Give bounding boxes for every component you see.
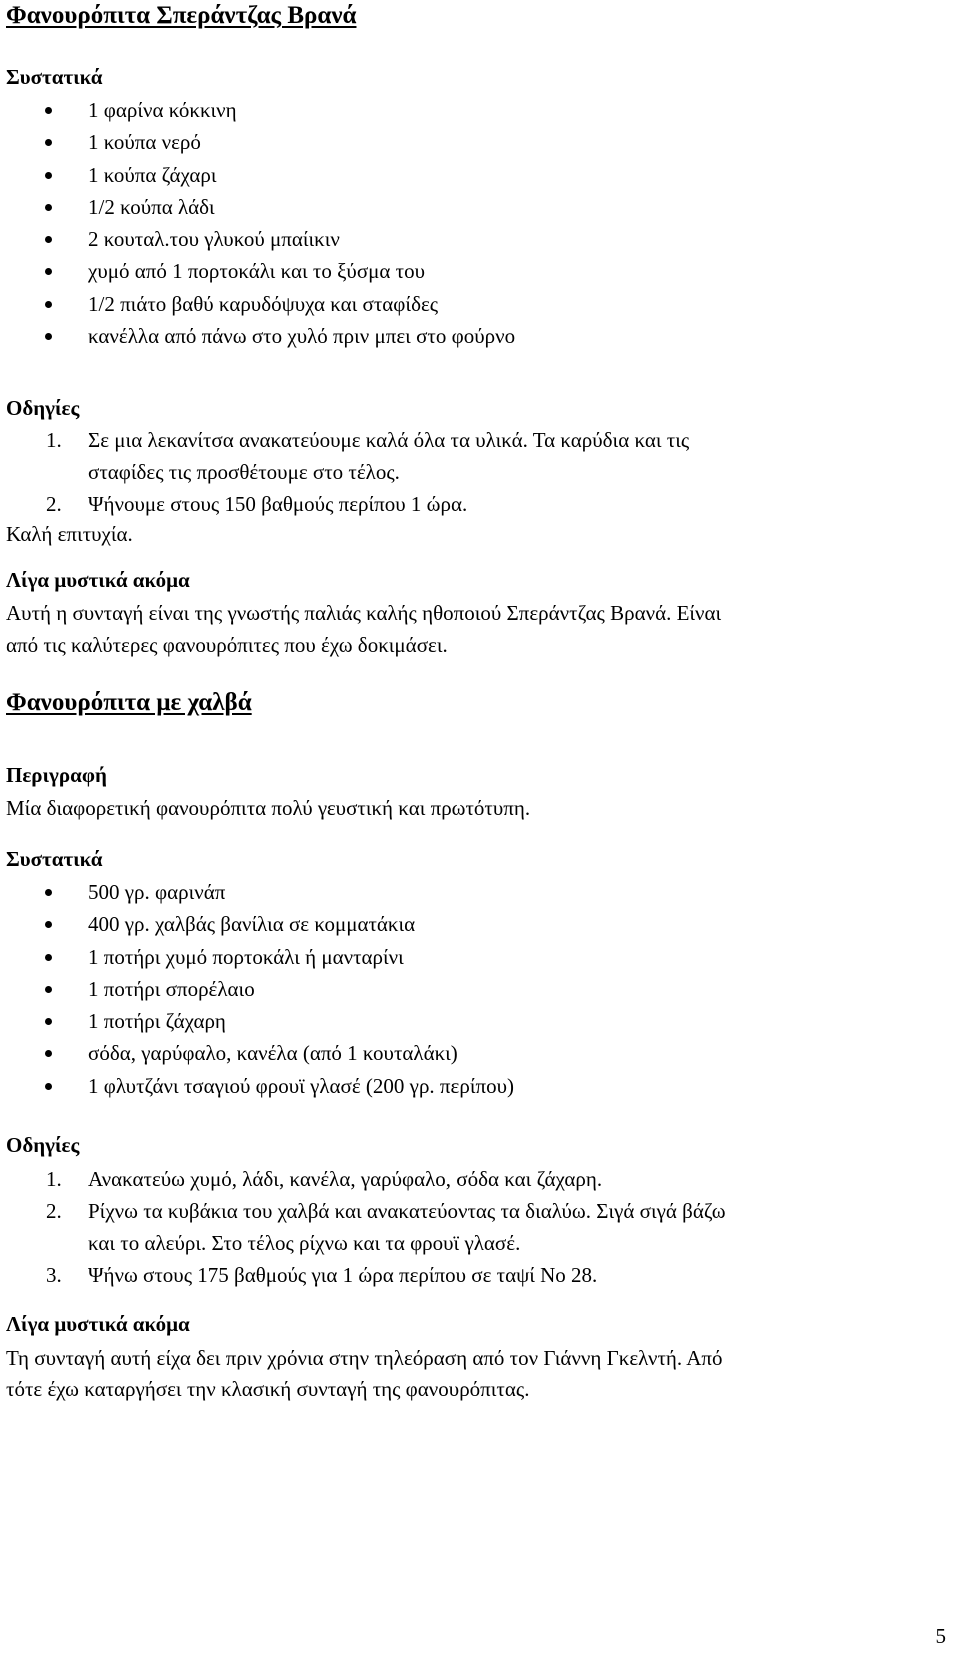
ingredient-item <box>6 159 515 191</box>
recipe2-instructions-heading: Οδηγίες <box>6 1133 80 1157</box>
recipe2-secrets-heading: Λίγα μυστικά ακόμα <box>6 1312 190 1336</box>
ingredient-text: σόδα, γαρύφαλο, κανέλα (από 1 κουταλάκι) <box>88 1041 458 1066</box>
step-number: 1. <box>46 428 62 452</box>
bullet-icon <box>45 172 52 179</box>
recipe1-secrets-line: από τις καλύτερες φανουρόπιτες που έχω δοκιμάσει. <box>6 633 448 657</box>
recipe2-ingredients-heading: Συστατικά <box>6 847 103 871</box>
ingredient-item <box>6 1037 514 1069</box>
ingredient-item <box>6 1005 514 1037</box>
step-text-line: Ρίχνω τα κυβάκια του χαλβά και ανακατεύοντας τα διαλύω. Σιγά σιγά βάζω <box>88 1199 726 1223</box>
ingredient-item <box>6 876 514 908</box>
bullet-icon <box>45 268 52 275</box>
bullet-icon <box>45 301 52 308</box>
ingredient-text: 500 γρ. φαρινάπ <box>88 880 226 904</box>
bullet-icon <box>45 1050 52 1057</box>
bullet-icon <box>45 889 52 896</box>
step-item <box>6 424 689 488</box>
step-text-line: και το αλεύρι. Στο τέλος ρίχνω και τα φρουϊ γλασέ. <box>88 1231 521 1255</box>
bullet-icon <box>45 921 52 928</box>
step-text-line: Ανακατεύω χυμό, λάδι, κανέλα, γαρύφαλο, σόδα και ζάχαρη. <box>88 1167 603 1191</box>
bullet-icon <box>45 954 52 961</box>
recipe1-secrets-line: Αυτή η συνταγή είναι της γνωστής παλιάς καλής ηθοποιού Σπεράντζας Βρανά. Είναι <box>6 601 722 625</box>
bullet-icon <box>45 107 52 114</box>
ingredient-text: 1/2 πιάτο βαθύ καρυδόψυχα και σταφίδες <box>88 291 439 316</box>
recipe1-secrets-heading: Λίγα μυστικά ακόμα <box>6 568 190 592</box>
ingredient-item <box>6 908 514 940</box>
step-number: 3. <box>46 1263 62 1287</box>
ingredient-text: 1 ποτήρι σπορέλαιο <box>88 976 255 1001</box>
bullet-icon <box>45 236 52 243</box>
ingredient-item <box>6 320 515 352</box>
step-number: 2. <box>46 492 62 516</box>
recipe1-ingredients-list <box>6 94 515 352</box>
ingredient-item <box>6 288 515 320</box>
recipe2-description: Μία διαφορετική φανουρόπιτα πολύ γευστική και πρωτότυπη. <box>6 796 531 820</box>
ingredient-text: 1 φλυτζάνι τσαγιού φρουϊ γλασέ (200 γρ. περίπου) <box>88 1073 514 1098</box>
recipe1-steps-list <box>6 424 689 520</box>
step-text-line: σταφίδες τις προσθέτουμε στο τέλος. <box>88 460 400 484</box>
ingredient-text: 1/2 κούπα λάδι <box>88 194 215 219</box>
recipe1-title: Φανουρόπιτα Σπεράντζας Βρανά <box>6 2 357 29</box>
ingredient-item <box>6 191 515 223</box>
step-item <box>6 488 689 520</box>
step-item <box>6 1195 726 1259</box>
ingredient-text: 1 κούπα νερό <box>88 130 201 155</box>
ingredient-text: 1 ποτήρι χυμό πορτοκάλι ή μανταρίνι <box>88 944 404 969</box>
page-number: 5 <box>935 1624 946 1648</box>
ingredient-item <box>6 126 515 158</box>
ingredient-text: κανέλλα από πάνω στο χυλό πριν μπει στο φούρνο <box>88 324 516 349</box>
ingredient-text: χυμό από 1 πορτοκάλι και το ξύσμα του <box>88 259 425 284</box>
step-number: 1. <box>46 1167 62 1191</box>
step-text-line: Σε μια λεκανίτσα ανακατεύουμε καλά όλα τα υλικά. Τα καρύδια και τις <box>88 428 690 452</box>
ingredient-item <box>6 94 515 126</box>
recipe2-secrets-line: τότε έχω καταργήσει την κλασική συνταγή της φανουρόπιτας. <box>6 1377 530 1401</box>
ingredient-item <box>6 973 514 1005</box>
ingredient-text: 1 κούπα ζάχαρι <box>88 162 217 187</box>
step-item <box>6 1259 726 1291</box>
ingredient-item <box>6 255 515 287</box>
step-item <box>6 1163 726 1195</box>
recipe1-ingredients-heading: Συστατικά <box>6 65 103 89</box>
ingredient-item <box>6 941 514 973</box>
recipe2-ingredients-list <box>6 876 514 1102</box>
bullet-icon <box>45 204 52 211</box>
recipe1-closing: Καλή επιτυχία. <box>6 522 133 546</box>
recipe2-description-heading: Περιγραφή <box>6 763 107 787</box>
ingredient-text: 2 κουταλ.του γλυκού μπαίικιν <box>88 227 340 252</box>
bullet-icon <box>45 139 52 146</box>
recipe2-secrets-line: Τη συνταγή αυτή είχα δει πριν χρόνια στην τηλεόραση από τον Γιάννη Γκελντή. Από <box>6 1346 723 1370</box>
bullet-icon <box>45 1083 52 1090</box>
step-number: 2. <box>46 1199 62 1223</box>
ingredient-text: 400 γρ. χαλβάς βανίλια σε κομματάκια <box>88 912 416 937</box>
bullet-icon <box>45 1018 52 1025</box>
recipe2-title: Φανουρόπιτα με χαλβά <box>6 689 252 716</box>
ingredient-text: 1 ποτήρι ζάχαρη <box>88 1009 226 1034</box>
recipe2-steps-list <box>6 1163 726 1291</box>
bullet-icon <box>45 986 52 993</box>
recipe1-instructions-heading: Οδηγίες <box>6 396 80 420</box>
ingredient-item <box>6 1070 514 1102</box>
bullet-icon <box>45 333 52 340</box>
ingredient-text: 1 φαρίνα κόκκινη <box>88 98 237 122</box>
ingredient-item <box>6 223 515 255</box>
step-text-line: Ψήνουμε στους 150 βαθμούς περίπου 1 ώρα. <box>88 492 468 516</box>
step-text-line: Ψήνω στους 175 βαθμούς για 1 ώρα περίπου σε ταψί Νο 28. <box>88 1263 598 1287</box>
